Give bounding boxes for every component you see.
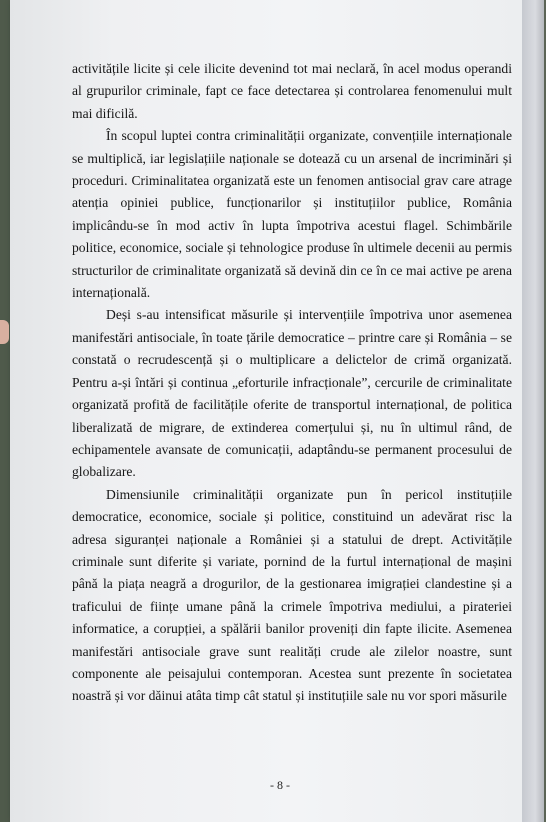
page-number: - 8 -: [270, 778, 290, 792]
paragraph: În scopul luptei contra criminalității organizate, convențiile internaționale se multiplică, iar legislațiile naționale se dotează cu un arsenal de incriminări și proceduri. Criminalitatea organizată este un fenomen antisocial grav care atrage atenția opiniei publice, funcționarilor și instituțiilor publice, România implicându-se în mod activ în lupta împotriva acestui flagel. Schimbările politice, economice, sociale și tehnologice produse în ultimele decenii au permis structurilor de criminalitate organizată să devină din ce în ce mai active pe arena internațională.: [72, 128, 512, 301]
page-stack-edge: [522, 0, 544, 822]
body-text: [72, 58, 512, 708]
document-page: [10, 0, 528, 822]
paragraph-continuation: activitățile licite și cele ilicite devenind tot mai neclară, în acel modus operandi al grupurilor criminale, fapt ce face detectarea și controlarea fenomenului mult mai dificilă.: [72, 61, 512, 121]
paragraph: Dimensiunile criminalității organizate pun în pericol instituțiile democratice, economice, sociale și politice, constituind un adevărat risc la adresa siguranței naționale a României și a statului de drept. Activitățile criminale sunt diferite și variate, pornind de la furtul internațional de mașini până la piața neagră a drogurilor, de la gestionarea imigrației clandestine și a traficului de ființe umane până la crimele împotriva mediului, a pirateriei informatice, a corupției, a spălării banilor proveniți din fapte ilicite. Asemenea manifestări antisociale grave sunt realități crude ale zilelor noastre, sunt componente ale peisajului contemporan. Acestea sunt prezente în societatea noastră și vor dăinui atâta timp cât statul și instituțiile sale nu vor spori măsurile: [72, 486, 512, 704]
thumb: [0, 320, 9, 344]
paragraph: Deși s-au intensificat măsurile și intervențiile împotriva unor asemenea manifestări antisociale, în toate țările democratice – printre care și România – se constată o recrudescență și o multiplicare a delictelor de crimă organizată. Pentru a-și întări și continua „eforturile infracționale”, cercurile de criminalitate organizată profită de facilitățile oferite de transportul internațional, de politica liberalizată de migrare, de extinderea comerțului și, nu în ultimul rând, de echipamentele avansate de comunicații, adaptându-se permanent procesului de globalizare.: [72, 307, 512, 480]
